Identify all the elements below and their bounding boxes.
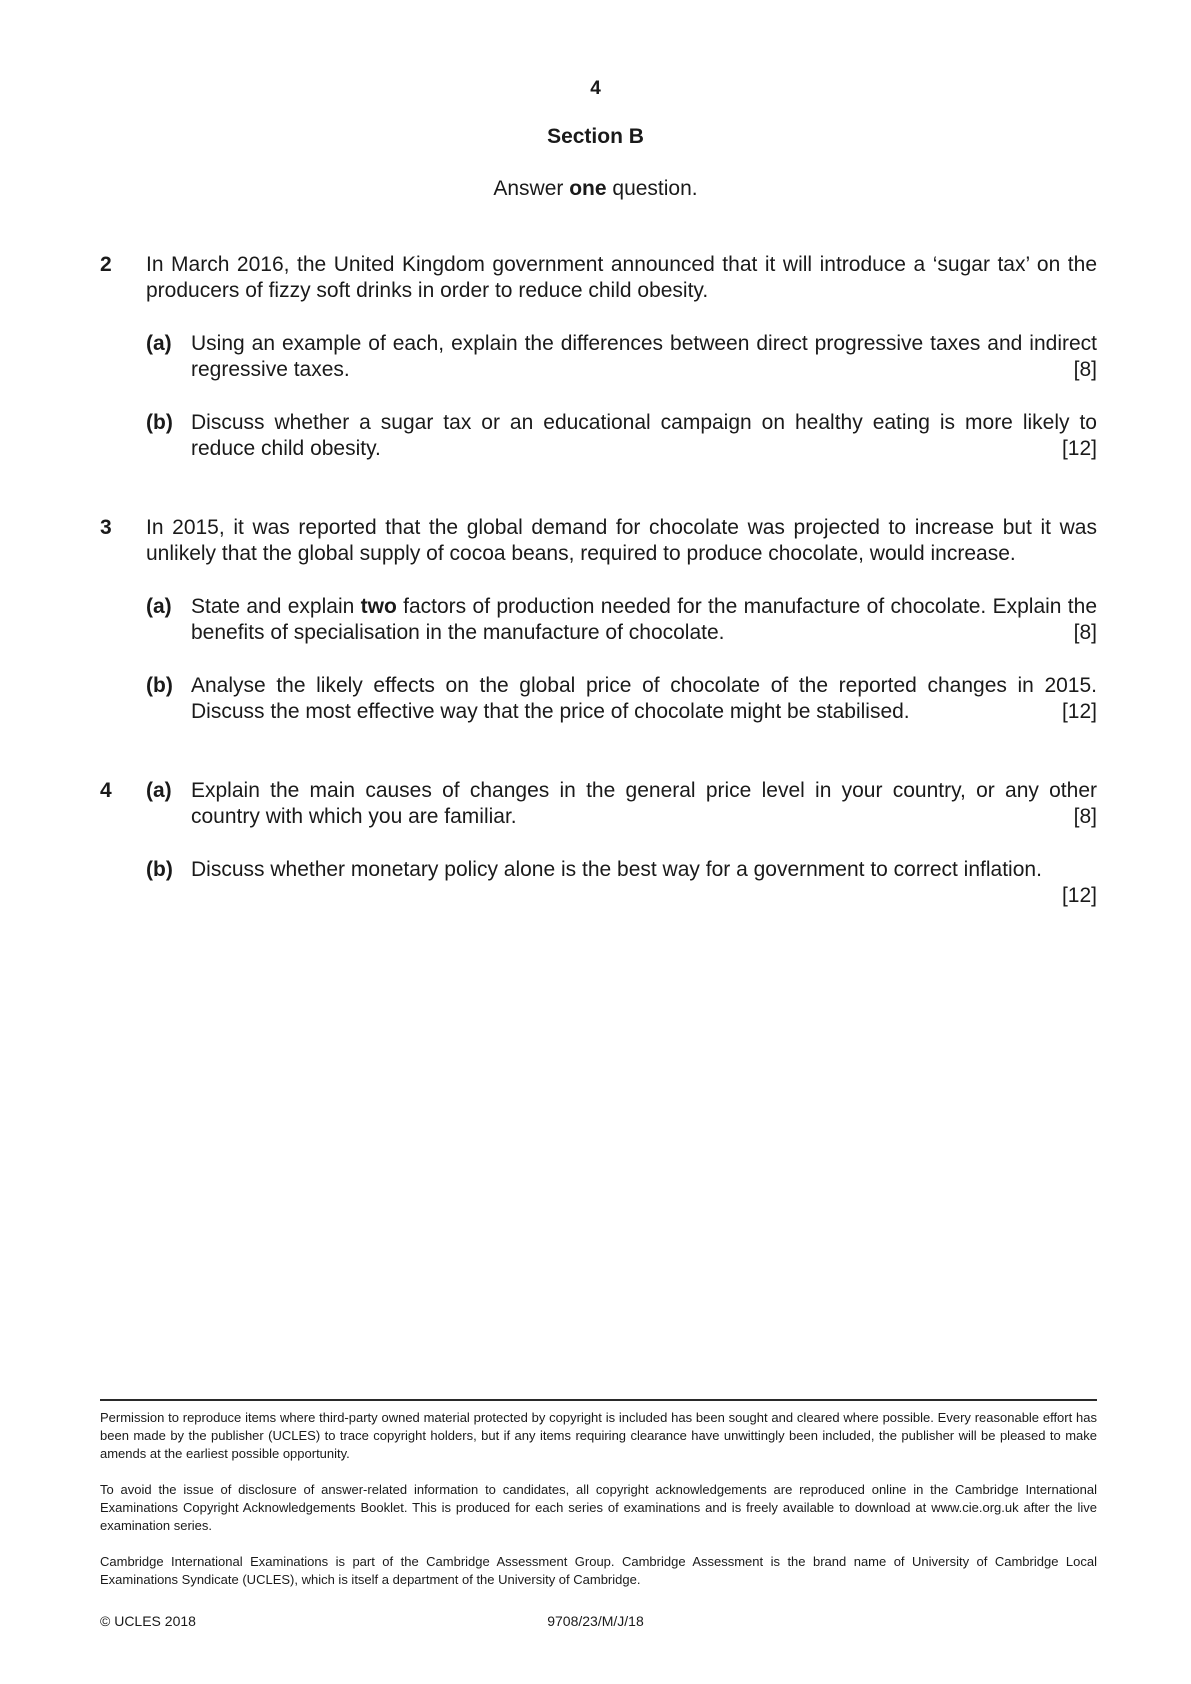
part-text: Discuss whether monetary policy alone is the best way for a government to correct inflation.	[191, 858, 1042, 881]
footer-divider	[100, 1399, 1097, 1401]
question-stem: In March 2016, the United Kingdom government announced that it will introduce a ‘sugar tax’ on the producers of fizzy soft drinks in order to reduce child obesity.	[146, 253, 1097, 302]
footer-note-cambridge: Cambridge International Examinations is part of the Cambridge Assessment Group. Cambridge Assessment is the brand name of University of Cambridge Local Examinations Syndicate (UCLES), which is itself a department of the University of Cambridge.	[100, 1554, 1097, 1587]
marks: [12]	[1061, 884, 1097, 907]
footer-note-disclosure: To avoid the issue of disclosure of answer-related information to candidates, all copyright acknowledgements are reproduced online in the Cambridge International Examinations Copyright Acknowledgements Booklet. This is produced for each series of examinations and is freely available to download at www.cie.org.uk after the live examination series.	[100, 1482, 1097, 1533]
question-4b	[146, 857, 1097, 909]
part-text: Discuss whether a sugar tax or an educational campaign on healthy eating is more likely to reduce child obesity. [12]	[191, 411, 1097, 460]
marks: [8]	[1073, 621, 1097, 644]
copyright: © UCLES 2018	[100, 1613, 196, 1629]
marks: [12]	[1061, 700, 1097, 723]
part-label: (b)	[146, 674, 173, 697]
question-2b	[146, 410, 1097, 462]
part-text: Explain the main causes of changes in the general price level in your country, or any other country with which you are familiar. [8]	[191, 779, 1097, 828]
part-text: Analyse the likely effects on the global price of chocolate of the reported changes in 2015. Discuss the most effective way that the price of chocolate might be stabilised. [12]	[191, 674, 1097, 723]
question-number: 3	[100, 516, 112, 539]
part-label: (a)	[146, 595, 172, 618]
question-stem: In 2015, it was reported that the global demand for chocolate was projected to increase but it was unlikely that the global supply of cocoa beans, required to produce chocolate, would increase.	[146, 516, 1097, 565]
question-3b	[146, 673, 1097, 725]
paper-code: 9708/23/M/J/18	[547, 1613, 644, 1629]
question-4a	[146, 778, 1097, 830]
page-number: 4	[590, 78, 601, 99]
instruction: Answer one question.	[493, 177, 698, 200]
marks: [12]	[1061, 437, 1097, 460]
part-label: (a)	[146, 332, 172, 355]
question-number: 4	[100, 779, 112, 802]
question-number: 2	[100, 253, 112, 276]
question-3	[100, 515, 1097, 567]
part-label: (b)	[146, 411, 173, 434]
footer-note-permission: Permission to reproduce items where third-party owned material protected by copyright is included has been sought and cleared where possible. Every reasonable effort has been made by the publisher (UCLES) to trace copyright holders, but if any items requiring clearance have unwittingly been included, the publisher will be pleased to make amends at the earliest possible opportunity.	[100, 1410, 1097, 1461]
part-label: (b)	[146, 858, 173, 881]
question-3a	[146, 594, 1097, 646]
part-text: Using an example of each, explain the differences between direct progressive taxes and indirect regressive taxes. [8]	[191, 332, 1097, 381]
part-text: State and explain two factors of production needed for the manufacture of chocolate. Explain the benefits of specialisation in the manufacture of chocolate. [8]	[191, 595, 1097, 644]
marks: [8]	[1073, 805, 1097, 828]
section-title: Section B	[547, 125, 644, 148]
question-2a	[146, 331, 1097, 383]
question-2	[100, 252, 1097, 304]
marks: [8]	[1073, 358, 1097, 381]
part-label: (a)	[146, 779, 172, 802]
